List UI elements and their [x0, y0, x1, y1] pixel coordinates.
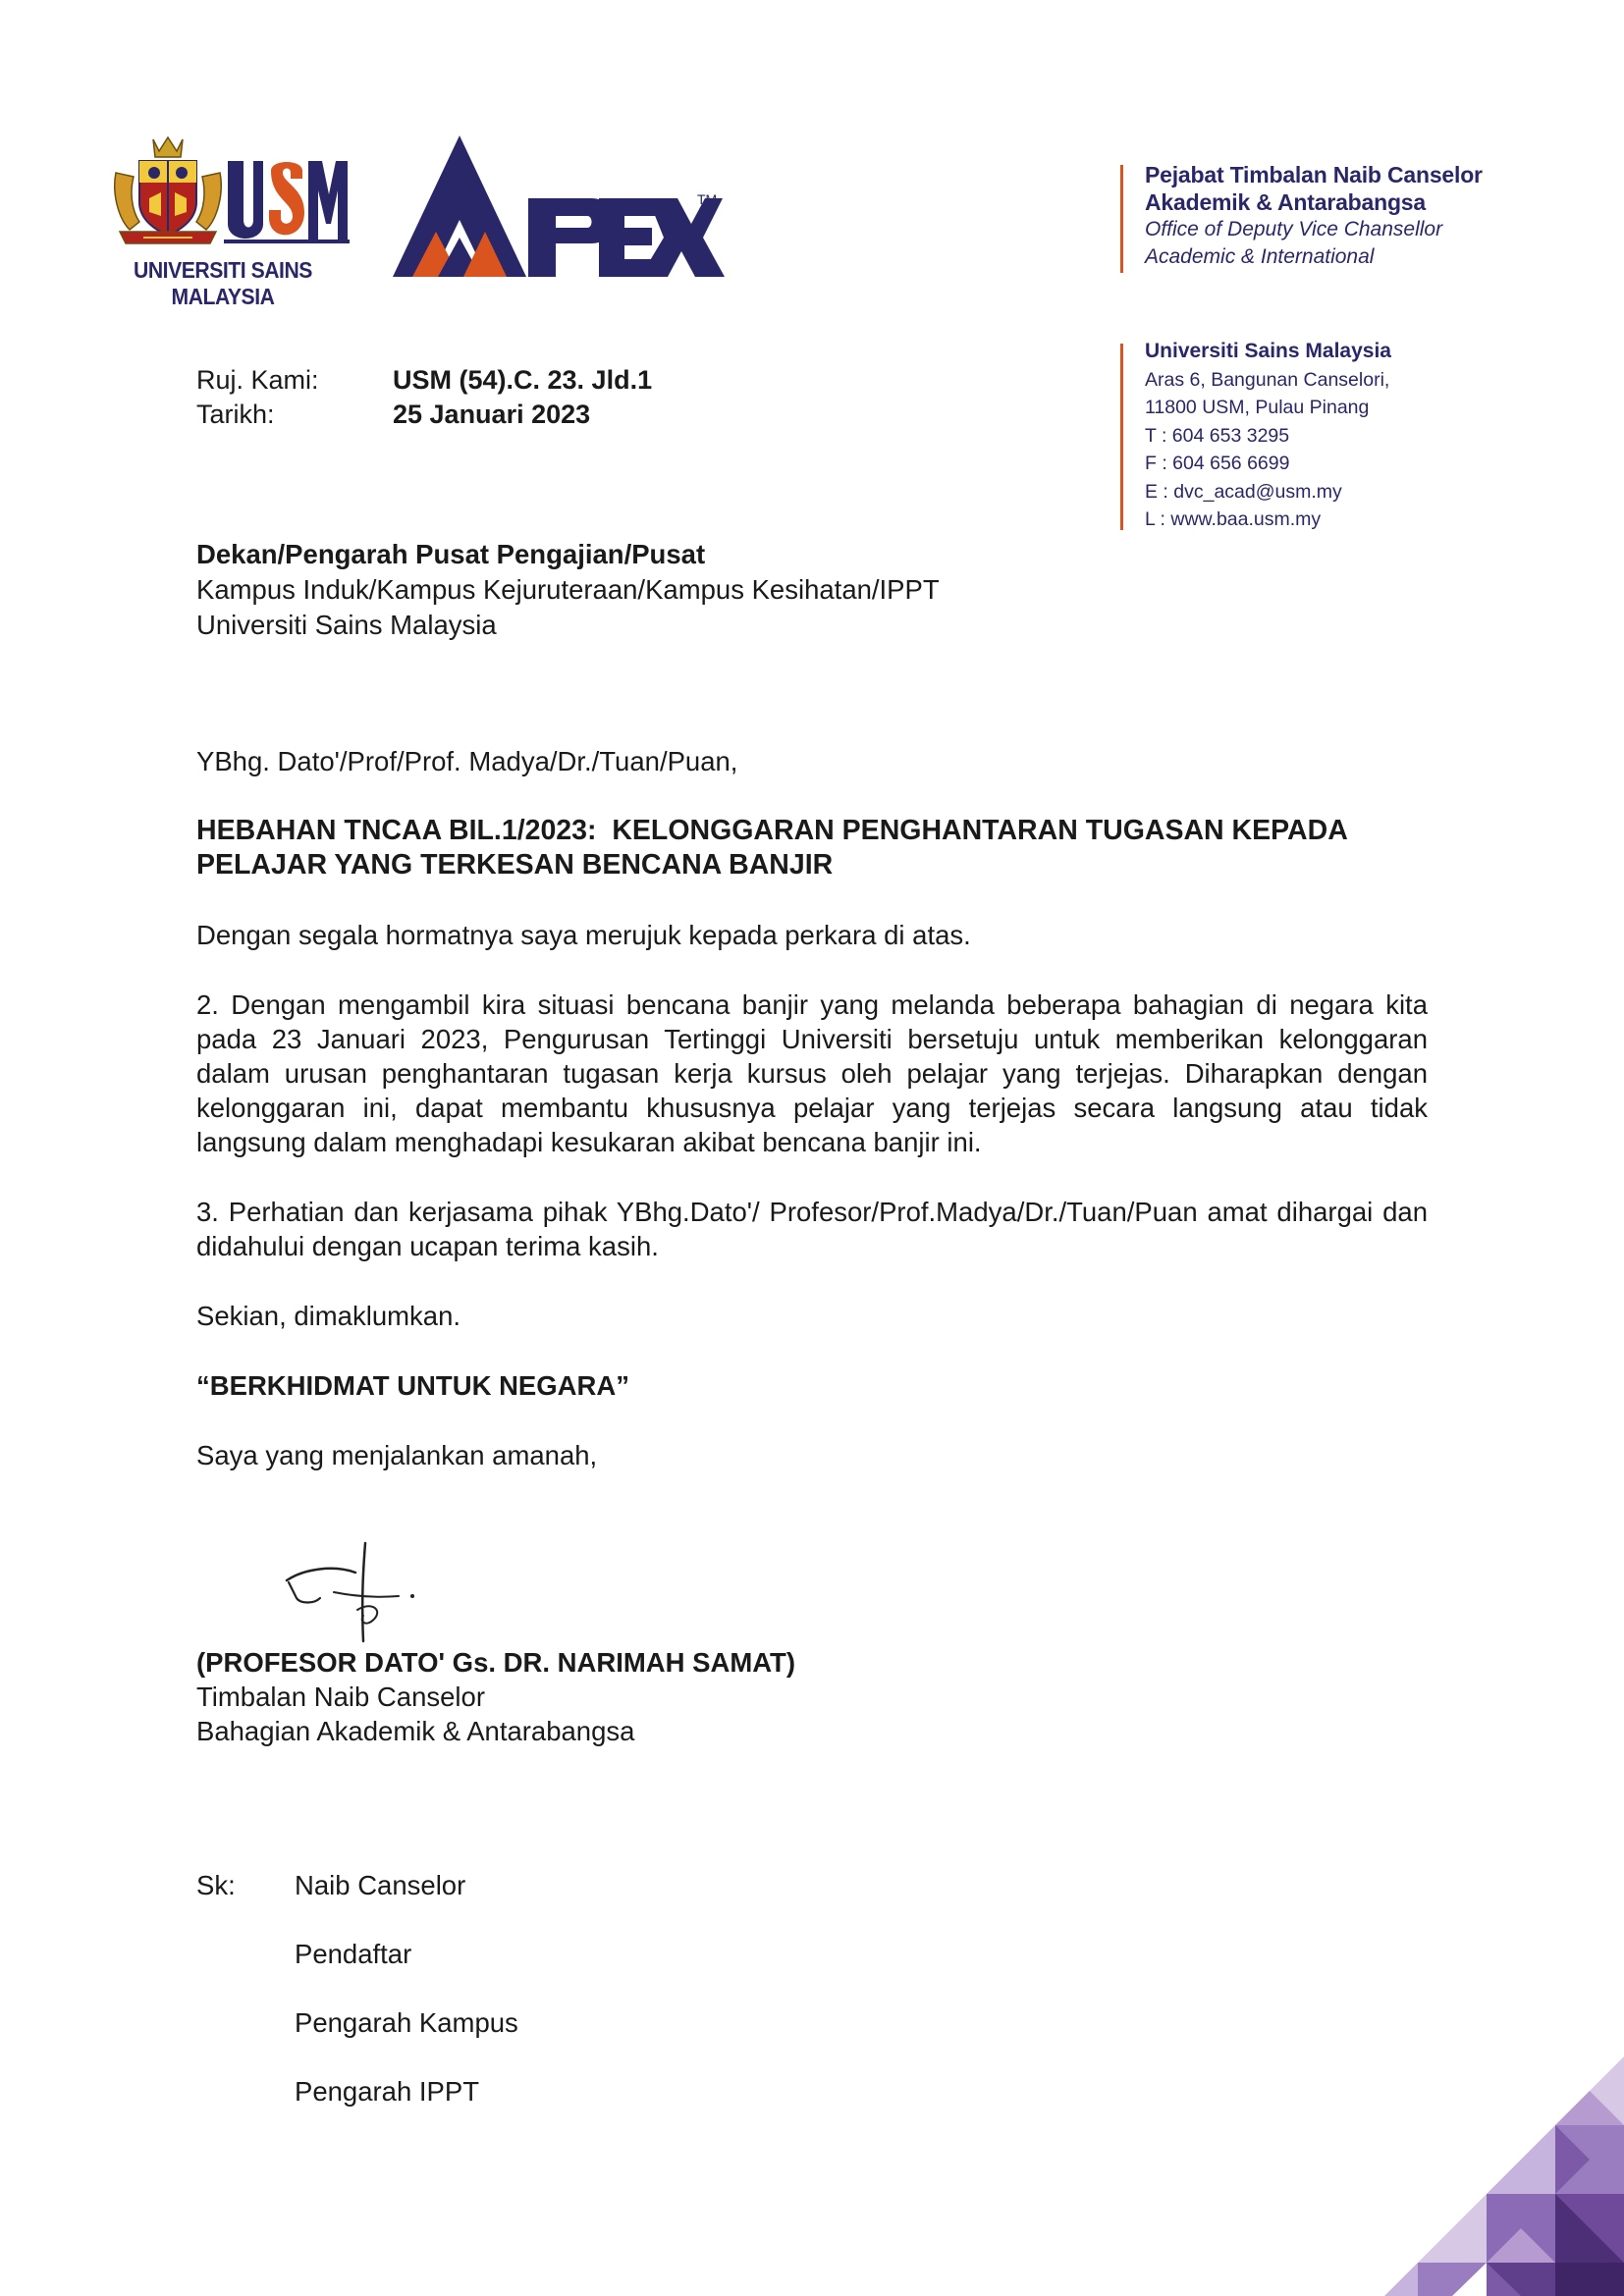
corner-triangle-pattern: [1375, 2047, 1624, 2296]
date-label: Tarikh:: [196, 400, 275, 429]
fax-number: F : 604 656 6699: [1145, 453, 1290, 474]
office-title-line-2: Akademik & Antarabangsa: [1145, 189, 1426, 215]
ref-value: USM (54).C. 23. Jld.1: [393, 365, 653, 395]
usm-wordmark-logo: [224, 155, 350, 247]
reference-block: [196, 363, 652, 432]
paragraph-1: Dengan segala hormatnya saya merujuk kepada perkara di atas.: [196, 920, 971, 950]
address-line-2: 11800 USM, Pulau Pinang: [1145, 397, 1370, 418]
letter-body: [196, 744, 1428, 1472]
motto: “BERKHIDMAT UNTUK NEGARA”: [196, 1370, 629, 1401]
trust-line: Saya yang menjalankan amanah,: [196, 1440, 598, 1470]
cc-recipient-4: Pengarah IPPT: [295, 2076, 480, 2107]
office-title-en-line-1: Office of Deputy Vice Chansellor: [1145, 218, 1443, 240]
university-name-text: UNIVERSITI SAINS MALAYSIA: [134, 257, 312, 309]
office-title-line-1: Pejabat Timbalan Naib Canselor: [1145, 162, 1483, 187]
phone-number: T : 604 653 3295: [1145, 424, 1290, 447]
website-address: L : www.baa.usm.my: [1145, 508, 1322, 530]
office-title-en-line-2: Academic & International: [1145, 245, 1375, 268]
recipient-line-3: Universiti Sains Malaysia: [196, 610, 497, 640]
subject-line-2: PELAJAR YANG TERKESAN BENCANA BANJIR: [196, 849, 834, 881]
recipient-block: [196, 537, 940, 643]
cc-recipient-3: Pengarah Kampus: [295, 2007, 518, 2038]
usm-crest-icon: [110, 133, 226, 249]
date-value: 25 Januari 2023: [393, 400, 591, 429]
trademark-mark: TM: [697, 191, 718, 207]
closing-line: Sekian, dimaklumkan.: [196, 1301, 461, 1331]
office-accent-bar: [1120, 165, 1123, 273]
cc-label: Sk:: [196, 1870, 236, 1900]
paragraph-3: 3. Perhatian dan kerjasama pihak YBhg.Dato'/ Profesor/Prof.Madya/Dr./Tuan/Puan amat dihargai dan didahului dengan ucapan terima kasih.: [196, 1197, 1428, 1261]
subject-line-1: HEBAHAN TNCAA BIL.1/2023: KELONGGARAN PENGHANTARAN TUGASAN KEPADA: [196, 815, 1348, 846]
address-name: Universiti Sains Malaysia: [1145, 340, 1391, 362]
signatory-block: [196, 1645, 795, 1748]
office-title-block: [1145, 161, 1483, 271]
apex-logo: [391, 130, 725, 285]
signature-image: [275, 1539, 442, 1647]
signatory-title-1: Timbalan Naib Canselor: [196, 1682, 485, 1712]
subject-heading: [196, 814, 1428, 882]
cc-block: [196, 1851, 518, 2126]
signatory-name: (PROFESOR DATO' Gs. DR. NARIMAH SAMAT): [196, 1647, 796, 1678]
salutation: YBhg. Dato'/Prof/Prof. Madya/Dr./Tuan/Puan,: [196, 746, 738, 776]
ref-label: Ruj. Kami:: [196, 365, 319, 395]
cc-recipient-2: Pendaftar: [295, 1939, 412, 1969]
cc-recipient-1: Naib Canselor: [295, 1870, 466, 1900]
recipient-line-2: Kampus Induk/Kampus Kejuruteraan/Kampus Kesihatan/IPPT: [196, 574, 940, 605]
paragraph-2: 2. Dengan mengambil kira situasi bencana banjir yang melanda beberapa bahagian di negara kita pada 23 Januari 2023, Pengurusan Tertinggi Universiti bersetuju untuk memberikan kelonggaran dalam urusan penghantaran tugasan kerja kursus oleh pelajar yang terjejas. Diharapkan dengan kelonggaran ini, dapat membantu khususnya pelajar yang terjejas secara langsung atau tidak langsung dalam menghadapi kesukaran akibat bencana banjir ini.: [196, 989, 1428, 1157]
email-address: E : dvc_acad@usm.my: [1145, 480, 1342, 503]
address-accent-bar: [1120, 344, 1123, 530]
signatory-title-2: Bahagian Akademik & Antarabangsa: [196, 1716, 635, 1746]
recipient-line-1: Dekan/Pengarah Pusat Pengajian/Pusat: [196, 539, 706, 569]
address-block: [1145, 338, 1391, 534]
address-line-1: Aras 6, Bangunan Canselori,: [1145, 368, 1390, 391]
